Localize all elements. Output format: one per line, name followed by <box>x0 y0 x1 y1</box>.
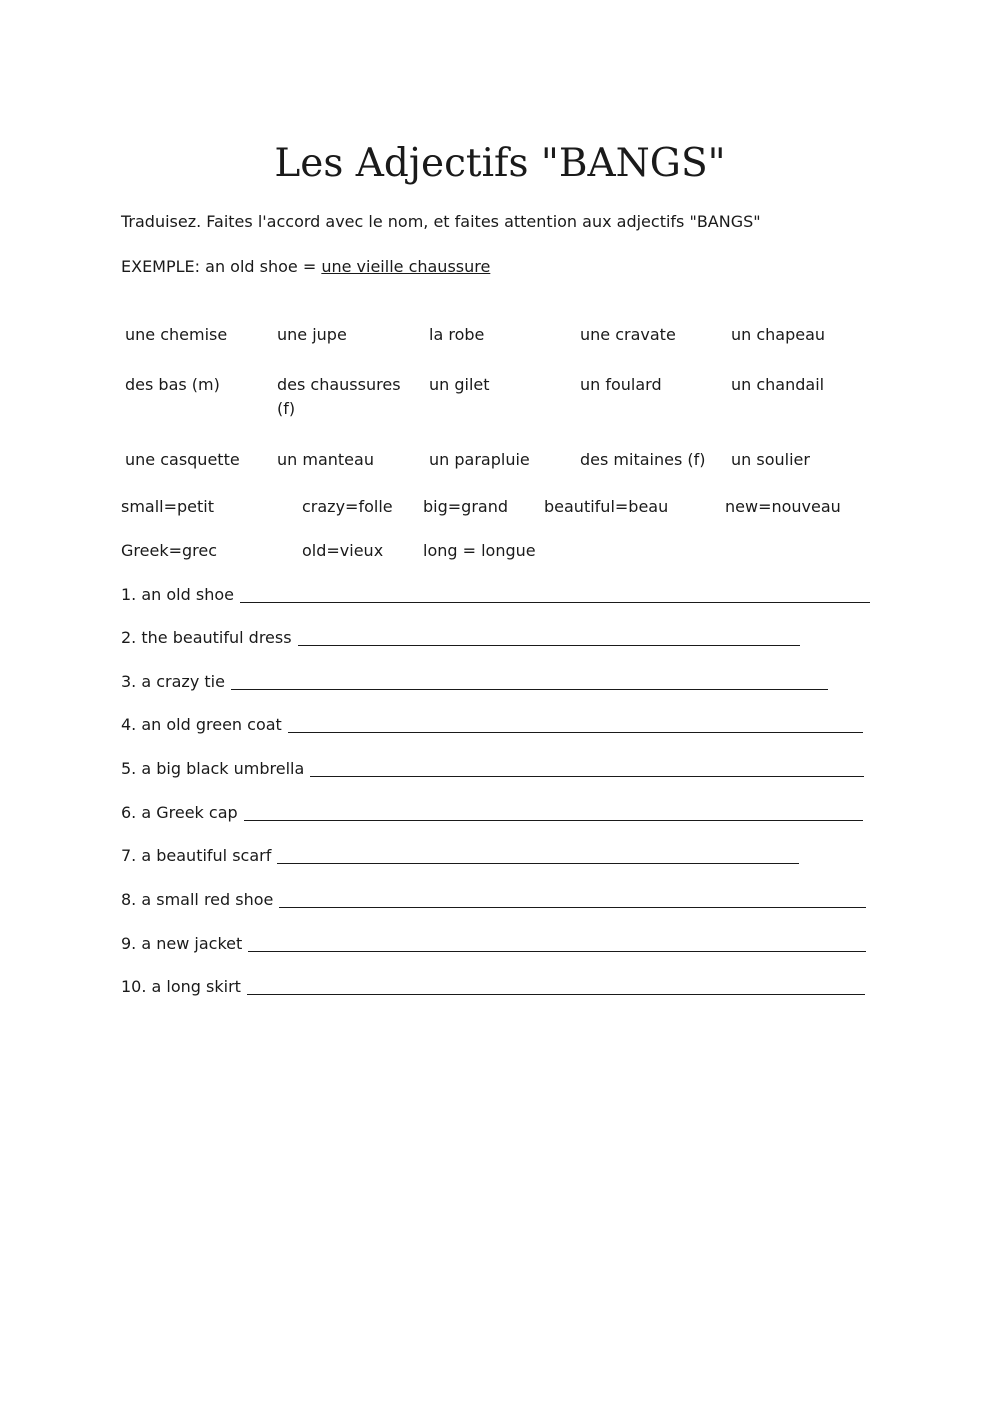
answer-line[interactable] <box>240 586 870 603</box>
question-text: 4. an old green coat <box>121 715 282 734</box>
answer-line[interactable] <box>288 716 863 733</box>
adjective-item: long = longue <box>423 541 536 560</box>
adjective-item: Greek=grec <box>121 541 218 560</box>
example <box>121 255 490 279</box>
vocab-item: des mitaines (f) <box>580 450 706 469</box>
vocab-item: une casquette <box>125 450 240 469</box>
vocab-item: une cravate <box>580 325 676 344</box>
question-text: 2. the beautiful dress <box>121 628 292 647</box>
answer-line[interactable] <box>231 673 828 690</box>
question-item <box>121 713 863 737</box>
instructions: Traduisez. Faites l'accord avec le nom, et faites attention aux adjectifs "BANGS" <box>121 212 761 231</box>
adjective-item: big=grand <box>423 497 508 516</box>
vocab-item: des bas (m) <box>125 375 220 394</box>
example-prefix: EXEMPLE: an old shoe = <box>121 257 322 276</box>
vocab-row <box>125 323 885 347</box>
question-text: 6. a Greek cap <box>121 803 238 822</box>
question-text: 1. an old shoe <box>121 585 234 604</box>
adjective-item: old=vieux <box>302 541 384 560</box>
page-title: Les Adjectifs "BANGS" <box>274 141 726 186</box>
adjective-item: small=petit <box>121 497 215 516</box>
question-item <box>121 844 799 868</box>
answer-line[interactable] <box>277 847 799 864</box>
answer-line[interactable] <box>298 629 800 646</box>
answer-line[interactable] <box>247 978 865 995</box>
vocab-item: un gilet <box>429 375 490 394</box>
vocab-item: un soulier <box>731 450 810 469</box>
question-text: 8. a small red shoe <box>121 890 274 909</box>
vocab-item: un foulard <box>580 375 662 394</box>
vocab-item: un parapluie <box>429 450 530 469</box>
question-text: 3. a crazy tie <box>121 672 225 691</box>
vocab-item: la robe <box>429 325 485 344</box>
question-item <box>121 975 865 999</box>
question-item <box>121 670 828 694</box>
vocab-item: un chandail <box>731 375 825 394</box>
question-text: 9. a new jacket <box>121 934 243 953</box>
question-item <box>121 932 866 956</box>
vocab-item: des chaussures (f) <box>277 375 401 418</box>
question-item <box>121 888 866 912</box>
vocab-row <box>125 448 885 472</box>
question-text: 7. a beautiful scarf <box>121 846 272 865</box>
adjective-item: new=nouveau <box>725 497 841 516</box>
question-item <box>121 757 864 781</box>
question-item <box>121 583 870 607</box>
vocab-row <box>125 373 885 421</box>
vocab-item: une jupe <box>277 325 347 344</box>
adjective-item: crazy=folle <box>302 497 393 516</box>
vocab-item: un chapeau <box>731 325 826 344</box>
vocab-item: un manteau <box>277 450 374 469</box>
question-item <box>121 801 863 825</box>
answer-line[interactable] <box>310 760 864 777</box>
answer-line[interactable] <box>244 804 863 821</box>
answer-line[interactable] <box>279 891 866 908</box>
example-answer: une vieille chaussure <box>321 257 491 276</box>
vocab-item: une chemise <box>125 325 228 344</box>
question-text: 5. a big black umbrella <box>121 759 305 778</box>
answer-line[interactable] <box>248 935 866 952</box>
adjective-item: beautiful=beau <box>544 497 669 516</box>
question-text: 10. a long skirt <box>121 977 241 996</box>
question-item <box>121 626 800 650</box>
